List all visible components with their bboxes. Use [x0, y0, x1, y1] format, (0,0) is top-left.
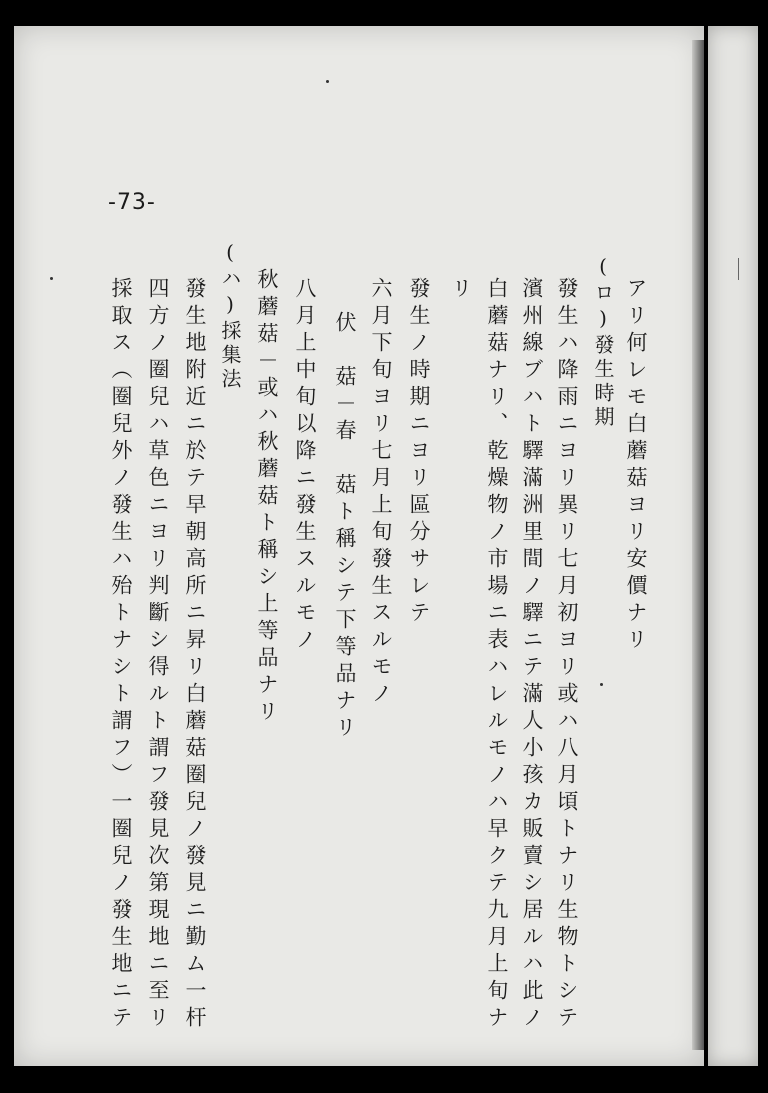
page-edge-mark — [738, 258, 739, 280]
section-heading-ro: (ロ)發生時期 — [591, 254, 615, 430]
text-column-13: 發生地附近ニ於テ早朝高所ニ昇リ白蘑菇圈兒ノ發見ニ勤ム一杆 — [183, 277, 207, 1033]
text-column-9: 伏 菇－春 菇ト稱シテ下等品ナリ — [333, 311, 357, 743]
facing-page-edge — [708, 26, 758, 1066]
page-gutter — [692, 40, 704, 1050]
text-column-10: 八月上中旬以降ニ發生スルモノ — [293, 277, 317, 655]
text-column-1: アリ何レモ白蘑菇ヨリ安價ナリ — [624, 277, 648, 655]
scan-speck — [600, 683, 603, 686]
text-column-15: 採取ス（圈兒外ノ發生ハ殆トナシト謂フ）一圈兒ノ發生地ニテ — [109, 277, 133, 1033]
text-column-3: 發生ハ降雨ニヨリ異リ七月初ヨリ或ハ八月頃トナリ生物トシテ — [555, 277, 579, 1033]
text-column-11: 秋蘑菇－或ハ秋蘑菇ト稱シ上等品ナリ — [255, 268, 279, 727]
text-column-5: 白蘑菇ナリ、乾燥物ノ市場ニ表ハレルモノハ早クテ九月上旬ナ — [485, 277, 509, 1033]
text-column-4: 濱州線ブハト驛滿洲里間ノ驛ニテ滿人小孩カ販賣シ居ルハ此ノ — [520, 277, 544, 1033]
section-heading-ha: (ハ)採集法 — [218, 240, 242, 392]
text-column-7: 發生ノ時期ニヨリ區分サレテ — [407, 277, 431, 628]
scan-speck — [326, 80, 329, 83]
scan-speck — [50, 277, 53, 280]
text-column-14: 四方ノ圈兒ハ草色ニヨリ判斷シ得ルト謂フ發見次第現地ニ至リ — [146, 277, 170, 1033]
text-column-6: リ — [449, 277, 473, 304]
text-column-8: 六月下旬ヨリ七月上旬發生スルモノ — [369, 277, 393, 709]
page-number: -73- — [108, 190, 156, 215]
